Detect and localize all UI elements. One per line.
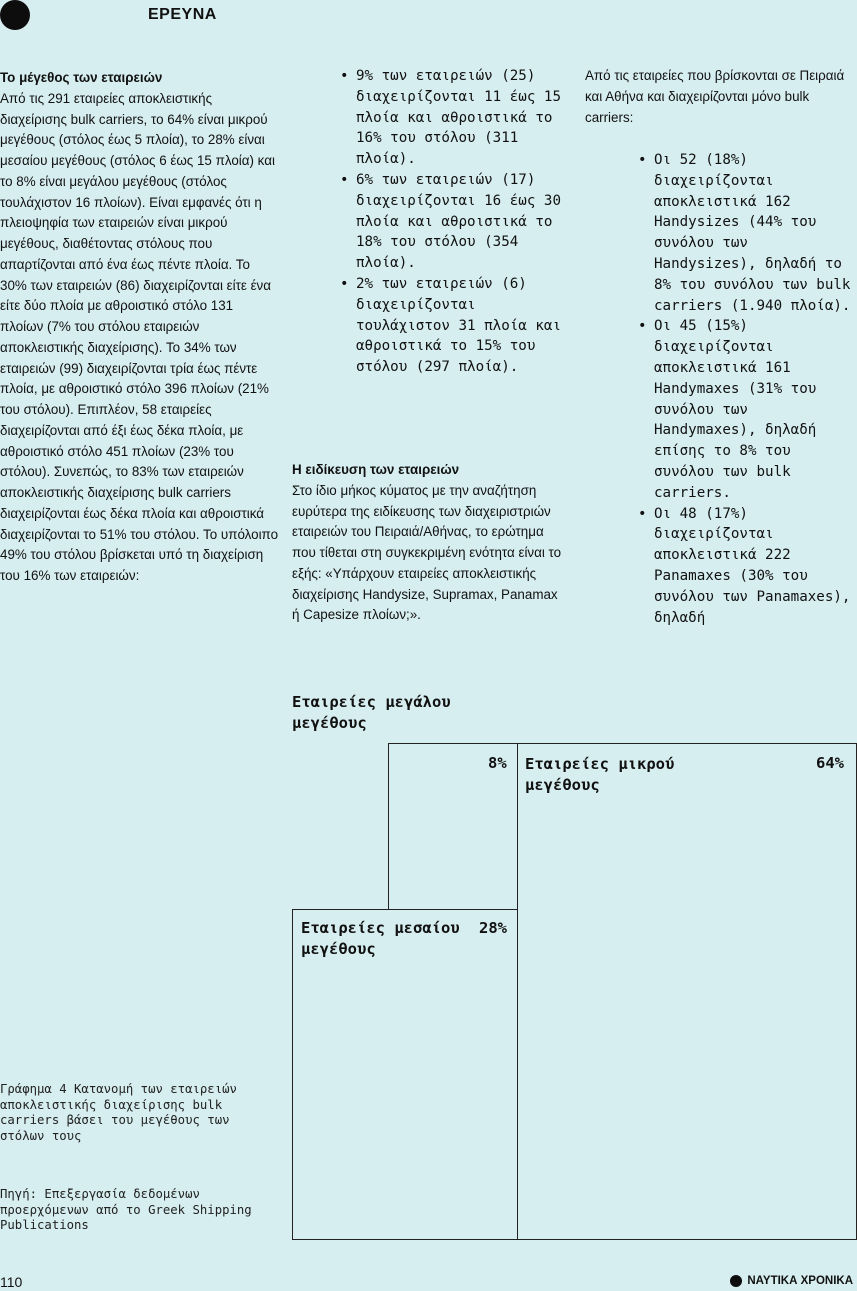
- size-paragraph: Από τις 291 εταιρείες αποκλειστικής διαχείρισης bulk carriers, το 64% είναι μικρού μεγέθους (στόλος έως 5 πλοία), το 28% είναι μεσαίου μεγέθους (στόλος 6 έως 15 πλοία) και το 8% είναι μεγάλου μεγέθους (στόλος τουλάχιστον 16 πλοίων). Είναι εμφανές ότι η πλειοψηφία των εταιρειών είναι μικρού μεγέθους, διαθέτοντας στόλους που απαρτίζονται από ένα έως πέντε πλοία. Το 30% των εταιρειών (86) διαχειρίζονται είτε ένα είτε δύο πλοία με αθροιστικό στόλο 131 πλοίων (7% του στόλου εταιρειών αποκλειστικής διαχείρισης). Το 34% των εταιρειών (99) διαχειρίζονται τρία έως πέντε πλοία, με αθροιστικό στόλο 396 πλοίων (21% του στόλου). Επιπλέον, 58 εταιρείες διαχειρίζονται από έξι έως δέκα πλοία, με αθροιστικό στόλο 451 πλοίων (23% του στόλου). Συνεπώς, το 83% των εταιρειών αποκλειστικής διαχείρισης bulk carriers διαχειρίζονται έως δέκα πλοία και αθροιστικά διαχειρίζονται το 51% του στόλου. Το υπόλοιπο 49% του στόλου βρίσκεται υπό τη διαχείριση του 16% των εταιρειών:: [0, 90, 279, 583]
- brand-logo-icon: [730, 1275, 742, 1287]
- size-bullets: [340, 66, 571, 378]
- small-companies-box: [517, 743, 857, 1240]
- small-companies-value: 64%: [816, 754, 844, 772]
- brand-name: ΝΑΥΤΙΚΑ ΧΡΟΝΙΚΑ: [747, 1275, 853, 1287]
- column-3: [585, 66, 857, 128]
- size-heading: Το μέγεθος των εταιρειών: [0, 70, 163, 85]
- list-item: • Οι 52 (18%) διαχειρίζονται αποκλειστικά 162 Handysizes (44% του συνόλου των Handysizes), δηλαδή το 8% του συνόλου των bulk carriers (1.940 πλοία).: [638, 152, 851, 314]
- medium-companies-label: Εταιρείες μεσαίου μεγέθους: [301, 919, 460, 958]
- list-item: • 6% των εταιρειών (17) διαχειρίζονται 16 έως 30 πλοία και αθροιστικά το 18% του στόλου (354 πλοία).: [340, 171, 561, 272]
- chart-caption: Γράφημα 4 Κατανομή των εταιρειών αποκλειστικής διαχείρισης bulk carriers βάσει του μεγέθους των στόλων τους: [0, 1082, 237, 1143]
- section-title: ΕΡΕΥΝΑ: [148, 6, 217, 23]
- column-3-intro: Από τις εταιρείες που βρίσκονται σε Πειραιά και Αθήνα και διαχειρίζονται μόνο bulk carriers:: [585, 68, 845, 125]
- specialization-paragraph: Στο ίδιο μήκος κύματος με την αναζήτηση ευρύτερα της ειδίκευσης των διαχειριστριών εταιρειών του Πειραιά/Αθήνας, το ερώτημα που τίθεται στη συγκεκριμένη ενότητα είναι το εξής: «Υπάρχουν εταιρείες αποκλειστικής διαχείρισης Handysize, Supramax, Panamax ή Capesize πλοίων;».: [292, 482, 562, 623]
- large-companies-value: 8%: [488, 754, 507, 772]
- specialization-bullets: [638, 150, 854, 628]
- list-item: • Οι 45 (15%) διαχειρίζονται αποκλειστικά 161 Handymaxes (31% του συνόλου των Handymaxes), δηλαδή επίσης το 8% του συνόλου των bulk carriers.: [638, 318, 817, 501]
- footer-brand: [730, 1275, 853, 1287]
- medium-companies-value: 28%: [479, 919, 507, 937]
- list-item: • Οι 48 (17%) διαχειρίζονται αποκλειστικά 222 Panamaxes (30% του συνόλου των Panamaxes), δηλαδή: [638, 505, 851, 626]
- chart-source: Πηγή: Επεξεργασία δεδομένων προερχόμενων από το Greek Shipping Publications: [0, 1187, 252, 1232]
- large-companies-label: Εταιρείες μεγάλου μεγέθους: [292, 693, 451, 732]
- column-1: [0, 68, 280, 587]
- list-item: • 2% των εταιρειών (6) διαχειρίζονται τουλάχιστον 31 πλοία και αθροιστικά το 15% του στόλου (297 πλοία).: [340, 275, 561, 376]
- magazine-logo-icon: [0, 0, 30, 30]
- list-item: • 9% των εταιρειών (25) διαχειρίζονται 11 έως 15 πλοία και αθροιστικά το 16% του στόλου (311 πλοία).: [340, 68, 561, 168]
- specialization-block: [292, 460, 567, 626]
- specialization-heading: Η ειδίκευση των εταιρειών: [292, 462, 460, 477]
- page-number: 110: [0, 1274, 23, 1290]
- small-companies-label: Εταιρείες μικρού μεγέθους: [525, 755, 675, 794]
